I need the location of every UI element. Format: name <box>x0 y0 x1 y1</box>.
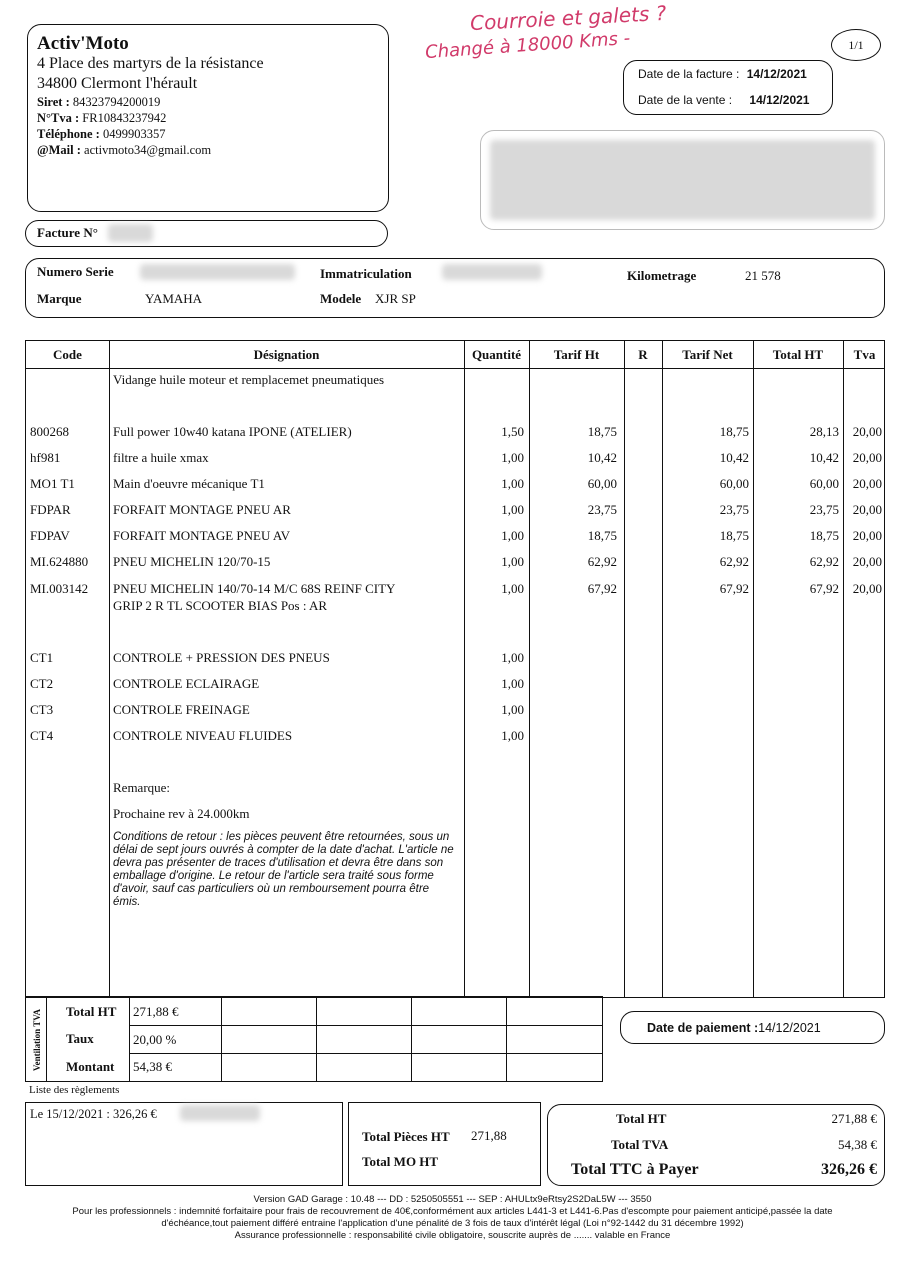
table-cell: 10,42 <box>719 450 749 465</box>
table-row-continuation <box>26 598 884 618</box>
modele-label: Modele <box>320 291 362 306</box>
table-cell: CONTROLE + PRESSION DES PNEUS <box>113 650 330 665</box>
table-row <box>26 450 884 470</box>
return-conditions: Conditions de retour : les pièces peuvent être retournées, sous un délai de sept jours ouvrés à compter de la date d'achat. L'article ne devra pas présenter de traces d'utilisation et devra être dans son emballage d'origine. Le retour de l'article sera traité sous forme d'avoir, sauf cas particuliers où un remboursement pourra être émis. <box>113 831 454 908</box>
table-cell: PNEU MICHELIN 140/70-14 M/C 68S REINF CITY <box>113 581 396 596</box>
col-code: Code <box>53 347 82 362</box>
table-cell: 20,00 <box>852 502 882 517</box>
modele-value: XJR SP <box>375 291 416 306</box>
vat-montant-label: Montant <box>66 1059 115 1074</box>
col-tarif-net: Tarif Net <box>682 347 733 362</box>
handwritten-note-line2: Changé à 18000 Kms - <box>424 27 631 64</box>
table-cell: CONTROLE NIVEAU FLUIDES <box>113 728 293 743</box>
table-cell: 20,00 <box>852 528 882 543</box>
col-r: R <box>638 347 648 362</box>
table-cell: 62,92 <box>719 554 749 569</box>
table-cell: CT3 <box>30 702 54 717</box>
table-cell: CT1 <box>30 650 54 665</box>
facture-number-redacted <box>108 224 153 242</box>
remarque-text <box>26 806 884 826</box>
table-cell: 60,00 <box>587 476 617 491</box>
company-siret: Siret : 84323794200019 <box>37 95 161 109</box>
table-cell: 1,00 <box>501 650 524 665</box>
table-cell: 67,92 <box>719 581 749 596</box>
date-facture: Date de la facture : 14/12/2021 <box>638 67 807 81</box>
reglement-redacted <box>180 1105 260 1121</box>
table-cell: 62,92 <box>809 554 839 569</box>
company-phone: Téléphone : 0499903357 <box>37 127 166 141</box>
table-cell: 1,00 <box>501 450 524 465</box>
table-cell: PNEU MICHELIN 120/70-15 <box>113 554 271 569</box>
col-tva: Tva <box>853 347 876 362</box>
company-mail: @Mail : activmoto34@gmail.com <box>37 143 212 157</box>
facture-number-label: Facture N° <box>37 225 98 240</box>
table-cell: FORFAIT MONTAGE PNEU AV <box>113 528 291 543</box>
table-cell: Full power 10w40 katana IPONE (ATELIER) <box>113 424 352 439</box>
vat-montant: 54,38 € <box>133 1059 172 1074</box>
totals-tva-label: Total TVA <box>611 1137 669 1152</box>
vat-total-ht: 271,88 € <box>133 1004 179 1019</box>
table-row <box>26 502 884 522</box>
table-cell: 18,75 <box>587 528 617 543</box>
client-redacted <box>490 140 875 220</box>
table-cell: 20,00 <box>852 476 882 491</box>
col-total-ht: Total HT <box>772 347 824 362</box>
table-cell: Remarque: <box>113 780 171 795</box>
table-cell: 1,00 <box>501 728 524 743</box>
vat-total-ht-label: Total HT <box>66 1004 117 1019</box>
table-cell: 20,00 <box>852 450 882 465</box>
table-cell: MO1 T1 <box>30 476 75 491</box>
table-row <box>26 424 884 444</box>
col-tarif-ht: Tarif Ht <box>553 347 600 362</box>
footer-line4: Assurance professionnelle : responsabilité civile obligatoire, souscrite auprès de ....... valable en France <box>234 1230 671 1241</box>
col-designation: Désignation <box>253 347 320 362</box>
total-mo-label: Total MO HT <box>362 1154 439 1169</box>
table-cell: 23,75 <box>587 502 617 517</box>
table-cell: 1,00 <box>501 581 524 596</box>
table-cell: 18,75 <box>719 528 749 543</box>
company-address2: 34800 Clermont l'hérault <box>37 75 198 92</box>
remarque-label <box>26 780 884 800</box>
table-cell: 20,00 <box>852 581 882 596</box>
table-cell: FDPAV <box>30 528 70 543</box>
table-cell: 1,00 <box>501 502 524 517</box>
table-cell: GRIP 2 R TL SCOOTER BIAS Pos : AR <box>113 598 328 613</box>
table-row <box>26 528 884 548</box>
table-cell: 800268 <box>30 424 69 439</box>
payment-date: Date de paiement :14/12/2021 <box>647 1021 821 1035</box>
table-header <box>26 341 884 369</box>
company-name: Activ'Moto <box>37 33 129 54</box>
footer-line2: Pour les professionnels : indemnité forfaitaire pour frais de recouvrement de 40€,conformément aux articles L441-3 et L441-6.Pas d'escompte pour paiement anticipé,passée la date <box>72 1206 833 1217</box>
table-cell: Prochaine rev à 24.000km <box>113 806 250 821</box>
totals-ttc: 326,26 € <box>821 1161 877 1178</box>
table-cell: 18,75 <box>587 424 617 439</box>
table-cell: 1,00 <box>501 554 524 569</box>
table-cell: FDPAR <box>30 502 71 517</box>
table-cell: 1,00 <box>501 702 524 717</box>
table-cell: 20,00 <box>852 554 882 569</box>
table-cell: 10,42 <box>809 450 839 465</box>
footer-line3: d'échéance,tout paiement différé entraine l'application d'une pénalité de 3 fois de taux d'intérêt légal (Loi n°92-1442 du 31 décembre 1992) <box>161 1218 744 1229</box>
marque-label: Marque <box>37 291 82 306</box>
totals-ht: 271,88 € <box>831 1111 877 1126</box>
vat-taux-label: Taux <box>66 1031 94 1046</box>
serie-label: Numero Serie <box>37 264 114 279</box>
table-row <box>26 676 884 696</box>
table-row <box>26 554 884 574</box>
footer-line1: Version GAD Garage : 10.48 --- DD : 5250505551 --- SEP : AHULtx9eRtsy2S2DaL5W --- 3550 <box>253 1194 652 1205</box>
reglements-label: Liste des règlements <box>29 1084 120 1096</box>
table-cell: 67,92 <box>809 581 839 596</box>
table-row <box>26 728 884 748</box>
ventilation-tva <box>25 996 603 1082</box>
totals-ttc-label: Total TTC à Payer <box>571 1161 699 1178</box>
company-address1: 4 Place des martyrs de la résistance <box>37 55 264 72</box>
table-cell: Main d'oeuvre mécanique T1 <box>113 476 265 491</box>
table-cell: 1,00 <box>501 528 524 543</box>
table-cell: 62,92 <box>587 554 617 569</box>
ventilation-title: Ventilation TVA <box>32 1008 42 1072</box>
table-row <box>26 650 884 670</box>
table-cell: CT4 <box>30 728 54 743</box>
page-number: 1/1 <box>831 29 881 61</box>
table-cell: 28,13 <box>809 424 839 439</box>
table-cell: FORFAIT MONTAGE PNEU AR <box>113 502 291 517</box>
table-cell: 1,00 <box>501 476 524 491</box>
table-cell: CT2 <box>30 676 54 691</box>
table-cell: 18,75 <box>719 424 749 439</box>
table-cell: Vidange huile moteur et remplacemet pneumatiques <box>113 372 385 387</box>
table-cell: MI.624880 <box>30 554 89 569</box>
table-cell: hf981 <box>30 450 61 465</box>
company-info <box>37 34 264 158</box>
table-cell: 23,75 <box>719 502 749 517</box>
immat-redacted <box>442 264 542 280</box>
table-cell: CONTROLE FREINAGE <box>113 702 250 717</box>
table-cell: CONTROLE ECLAIRAGE <box>113 676 260 691</box>
table-intro <box>26 372 884 392</box>
table-cell: filtre a huile xmax <box>113 450 209 465</box>
km-label: Kilometrage <box>627 268 697 283</box>
invoice-table <box>25 340 885 998</box>
totals-ht-label: Total HT <box>616 1111 667 1126</box>
total-pieces-label: Total Pièces HT <box>362 1129 450 1144</box>
table-cell: MI.003142 <box>30 581 89 596</box>
table-cell: 20,00 <box>852 424 882 439</box>
table-cell: 18,75 <box>809 528 839 543</box>
table-cell: 60,00 <box>719 476 749 491</box>
totals-tva: 54,38 € <box>838 1137 877 1152</box>
km-value: 21 578 <box>745 268 781 283</box>
table-row <box>26 702 884 722</box>
company-tva: N°Tva : FR10843237942 <box>37 111 167 125</box>
total-pieces: 271,88 <box>471 1128 507 1143</box>
handwritten-note-line1: Courroie et galets ? <box>469 0 667 36</box>
table-cell: 1,50 <box>501 424 524 439</box>
vat-taux: 20,00 % <box>133 1032 177 1047</box>
immat-label: Immatriculation <box>320 266 412 281</box>
marque-value: YAMAHA <box>145 291 203 306</box>
serie-redacted <box>140 264 295 280</box>
table-row <box>26 476 884 496</box>
table-cell: 60,00 <box>809 476 839 491</box>
date-vente: Date de la vente : 14/12/2021 <box>638 93 810 107</box>
table-cell: 67,92 <box>587 581 617 596</box>
col-quantite: Quantité <box>471 347 522 362</box>
table-cell: 23,75 <box>809 502 839 517</box>
table-cell: 10,42 <box>587 450 617 465</box>
table-cell: 1,00 <box>501 676 524 691</box>
reglement-entry: Le 15/12/2021 : 326,26 € <box>30 1107 157 1121</box>
